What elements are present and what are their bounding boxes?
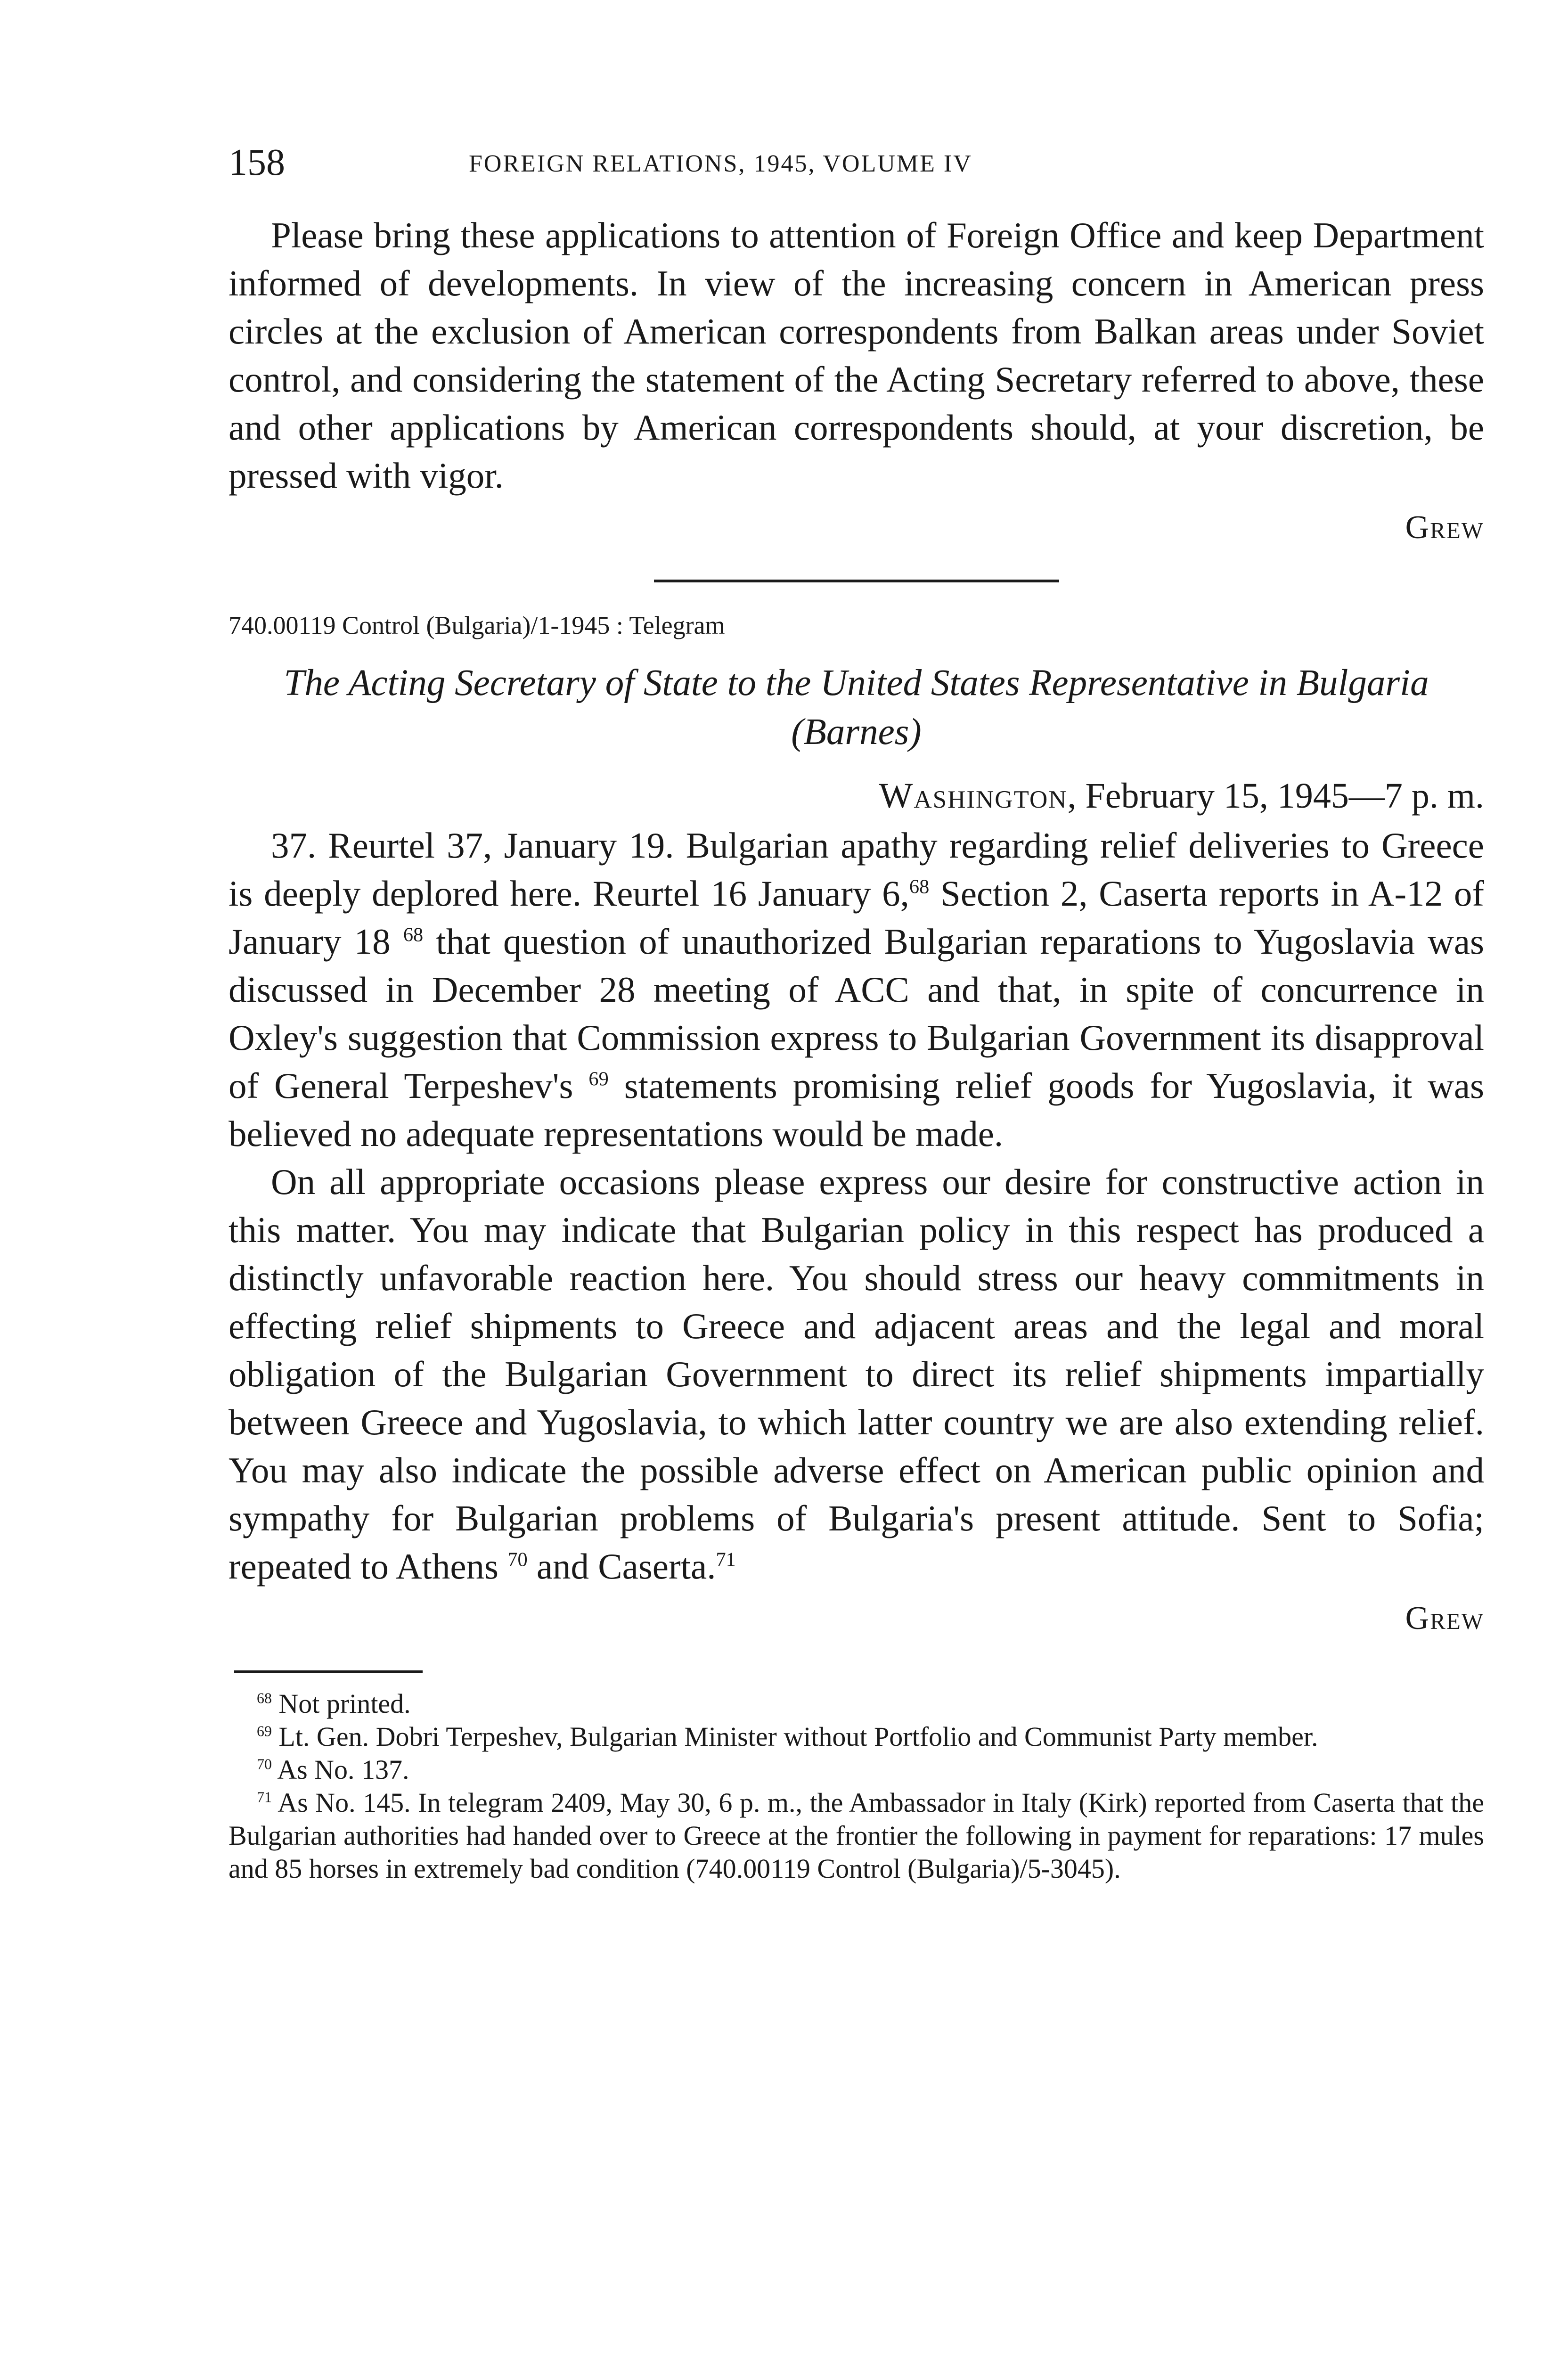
footnote-ref-68b[interactable]: 68 (403, 924, 424, 946)
section-divider (654, 580, 1059, 582)
footnote-text: Not printed. (278, 1688, 411, 1719)
running-header (229, 141, 1484, 188)
footnote-text: As No. 137. (277, 1754, 409, 1785)
footnote-ref-68a[interactable]: 68 (909, 875, 930, 898)
p2-text-a: On all appropriate occasions please express our desire for constructive action in this matter. You may indicate that Bulgarian policy in this respect has produced a distinctly unfavorable reaction here. You should stress our heavy commitments in effecting relief shipments to Greece and adjacent areas and the legal and moral obligation of the Bulgarian Government to direct its relief shipments impartially between Greece and Yugoslavia, to which latter country we are also extending relief. You may also indicate the possible adverse effect on American public opinion and sympathy for Bulgarian problems of Bulgaria's present attitude. Sent to Sofia; repeated to Athens (229, 1162, 1484, 1587)
footnote-ref-71[interactable]: 71 (716, 1548, 736, 1571)
document-page (229, 141, 1484, 1885)
dateline-date: , February 15, 1945—7 p. m. (1067, 776, 1484, 816)
footnote-text: Lt. Gen. Dobri Terpeshev, Bulgarian Minister without Portfolio and Communist Party member. (278, 1721, 1318, 1752)
p1-text-c: that question of unauthorized Bulgarian reparations to Yugoslavia was discussed in December 28 meeting of ACC and that, in spite of concurrence in Oxley's suggestion that Commission express to Bulgarian Government its disapproval of General Terpeshev's (229, 921, 1485, 1106)
page-number: 158 (229, 142, 285, 183)
signature-grew-2: Grew (1405, 1600, 1484, 1636)
dateline (229, 776, 1484, 817)
p1-text-d: statements promising relief goods for Yugoslavia, it was believed no adequate representations would be made. (229, 1065, 1484, 1154)
footnote-68 (229, 1687, 1484, 1720)
footnote-mark: 70 (257, 1756, 272, 1773)
p1-text-a: 37. Reurtel 37, January 19. Bulgarian apathy regarding relief deliveries to Greece is deeply deplored here. Reurtel 16 January 6, (229, 825, 1484, 914)
footnotes (229, 1687, 1484, 1885)
footnote-69 (229, 1720, 1484, 1753)
footnote-mark: 68 (257, 1690, 272, 1707)
footnote-71 (229, 1786, 1484, 1885)
footnote-mark: 71 (257, 1789, 272, 1806)
signature-grew-1: Grew (1405, 509, 1484, 546)
document-title: The Acting Secretary of State to the United States Representative in Bulgaria (Barnes) (284, 663, 1429, 753)
footnote-70 (229, 1753, 1484, 1786)
footnote-text: As No. 145. In telegram 2409, May 30, 6 p. m., the Ambassador in Italy (Kirk) reported from Caserta that the Bulgarian authorities had handed over to Greece at the frontier the following in payment for reparations: 17 mules and 85 horses in extremely bad condition (740.00119 Control (Bulgaria)/5-3045). (229, 1787, 1484, 1884)
p2-text-b: and Caserta. (527, 1546, 716, 1587)
file-reference: 740.00119 Control (Bulgaria)/1-1945 : Telegram (229, 611, 725, 639)
telegram-paragraph-2 (229, 1158, 1484, 1590)
footnote-ref-69[interactable]: 69 (588, 1068, 609, 1090)
footnote-divider (234, 1670, 423, 1673)
footnote-ref-70[interactable]: 70 (507, 1548, 528, 1571)
footnote-mark: 69 (257, 1723, 272, 1740)
dateline-place: Washington (879, 776, 1068, 816)
continued-paragraph: Please bring these applications to attention of Foreign Office and keep Department informed of developments. In view of the increasing concern in American press circles at the exclusion of American correspondents from Balkan areas under Soviet control, and considering the statement of the Acting Secretary referred to above, these and other applications by American correspondents should, at your discretion, be pressed with vigor. (229, 215, 1484, 496)
telegram-paragraph-1 (229, 821, 1484, 1158)
running-title: FOREIGN RELATIONS, 1945, VOLUME IV (469, 150, 972, 177)
p1-text-b: Section 2, Caserta reports in A-12 of January 18 (229, 873, 1484, 962)
